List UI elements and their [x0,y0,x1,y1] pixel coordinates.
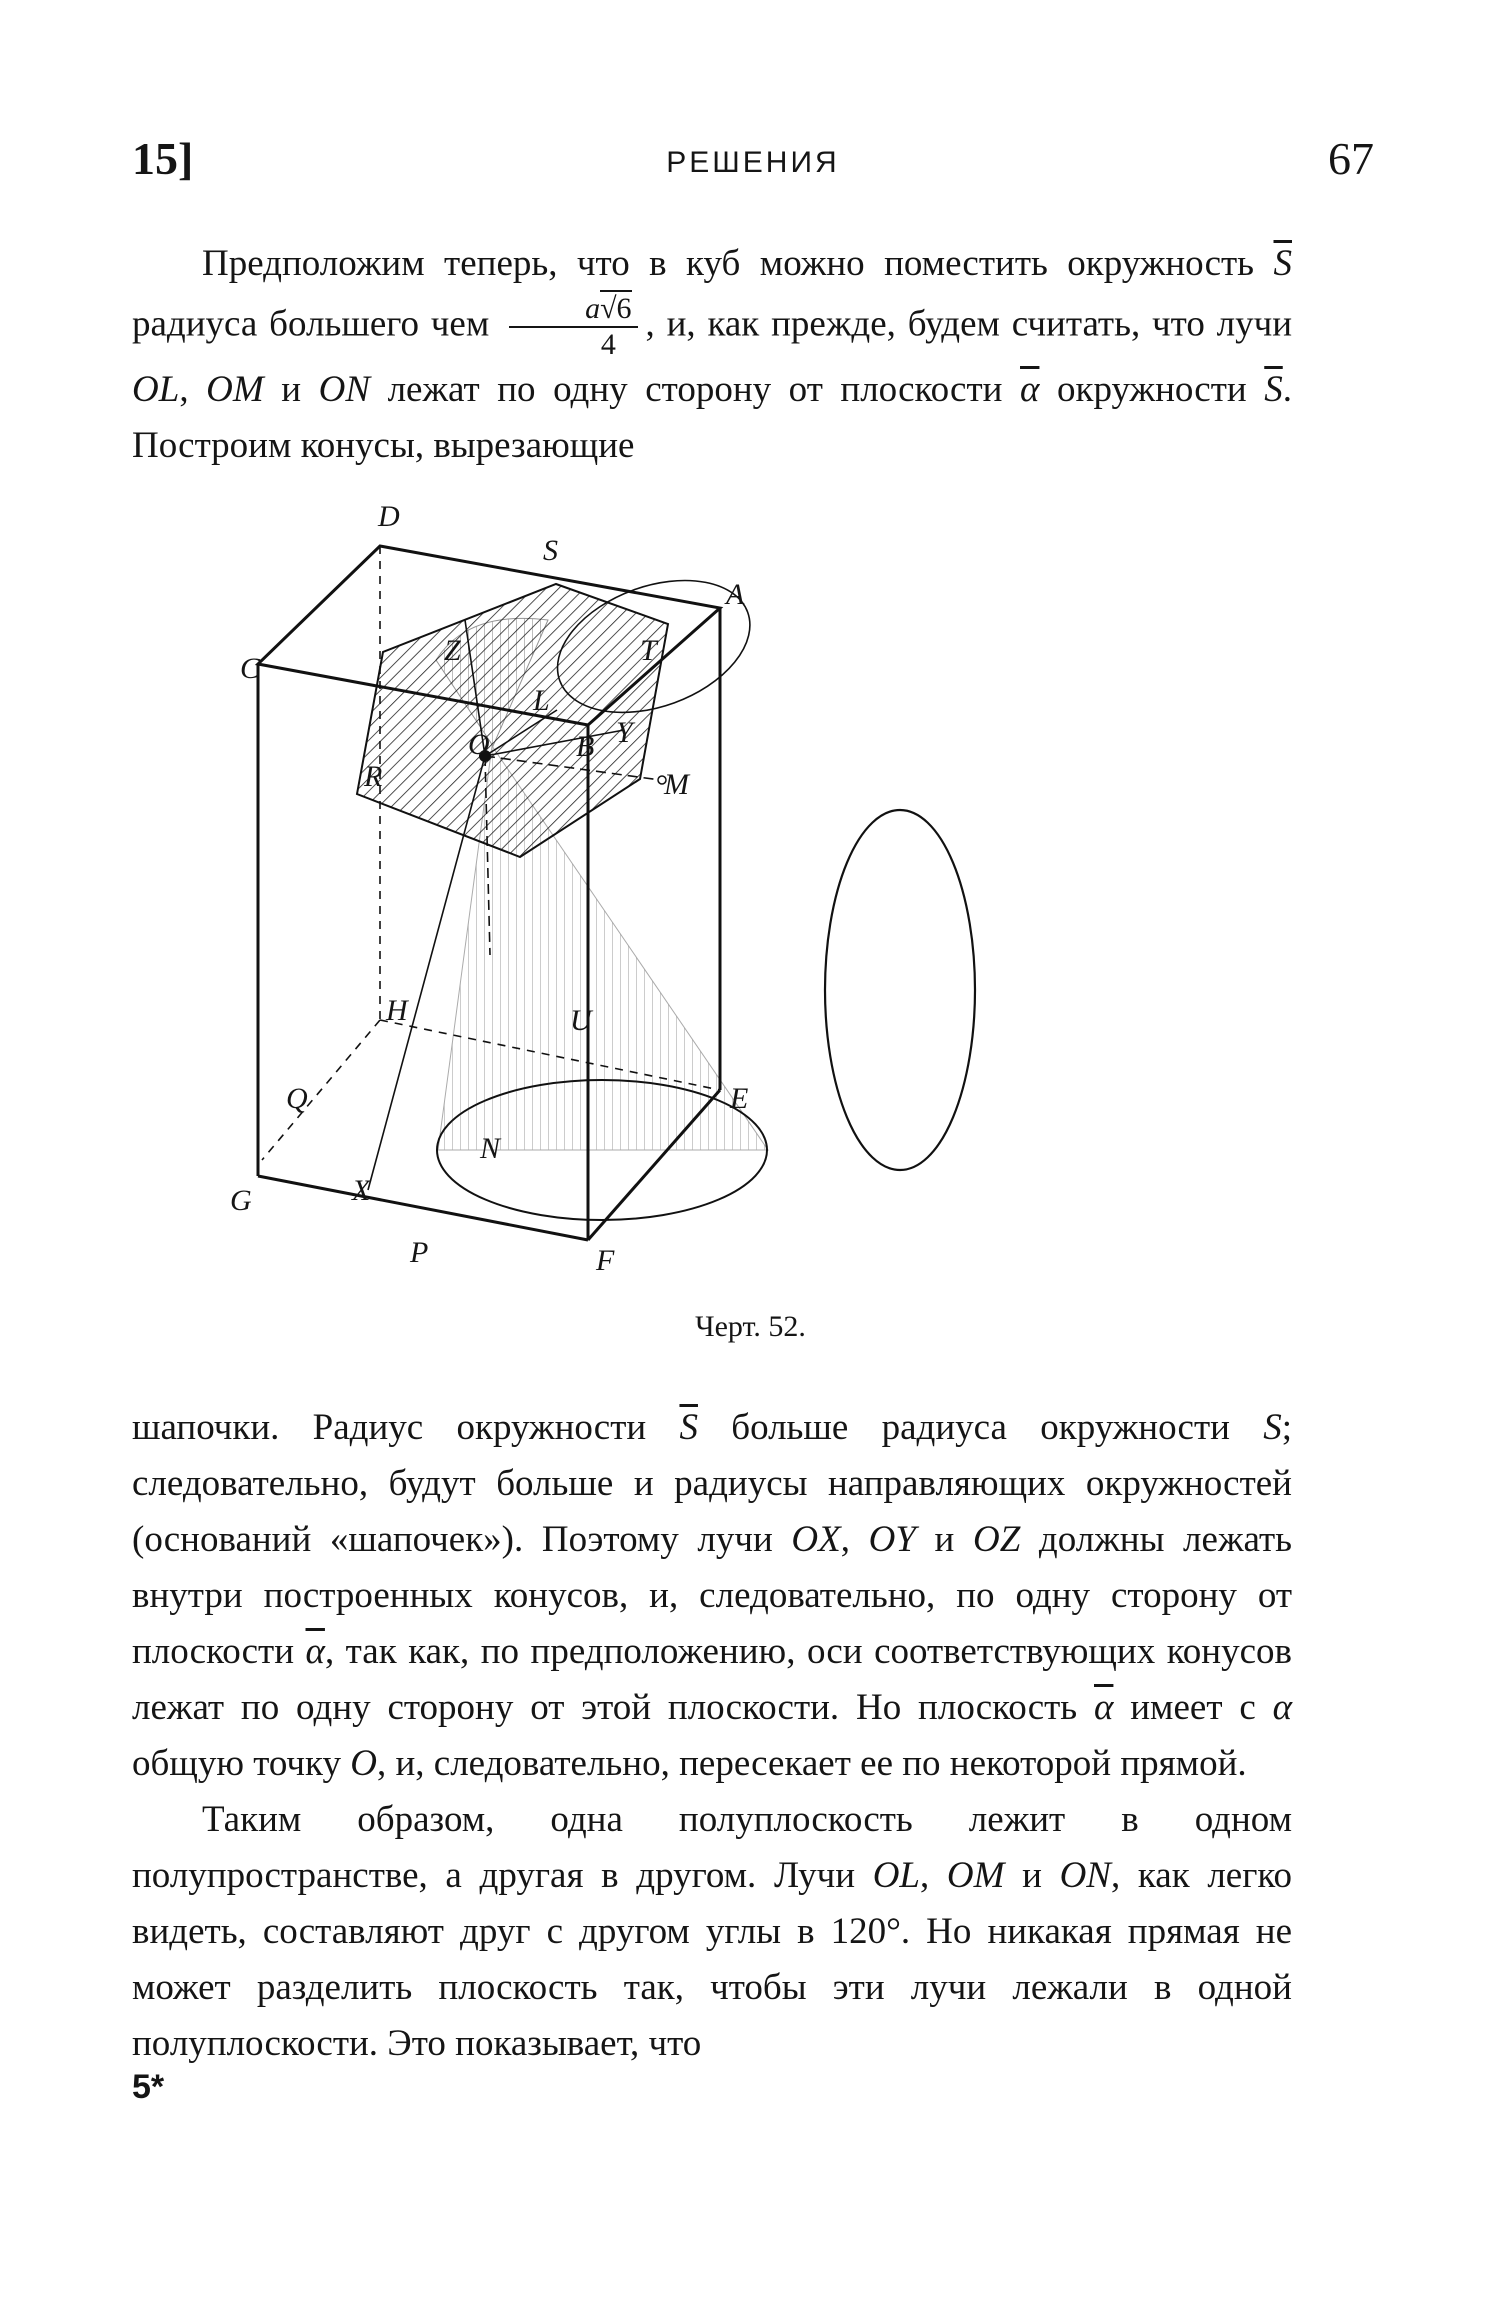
label-a: A [726,578,745,611]
ray-ox: OX [791,1519,841,1560]
ray-oz: OZ [972,1519,1021,1560]
text-run: окружности [1039,369,1265,410]
label-h: H [386,994,408,1027]
paragraph-intro [132,236,1292,474]
label-g: G [230,1184,252,1217]
text-run: и [1004,1855,1060,1896]
ray-oy: OY [868,1519,916,1560]
point-o-ref: O [350,1743,377,1784]
frac-a: a [585,292,601,325]
text-run: имеет с [1113,1687,1273,1728]
signature-mark: 5* [132,2068,165,2106]
circle-s-bar: $\overline{S}$ [1273,243,1292,284]
text-run: больше радиуса окружности [697,1407,1264,1448]
plane-alpha-bar: $\overline{\alpha}$ [1094,1687,1114,1728]
label-p: P [410,1236,429,1269]
running-title: РЕШЕНИЯ [666,146,840,179]
text-run: , так как, по предположению, оси соответствующих конусов лежат по одну сторону от этой плоскости. Но плоскость [132,1631,1292,1728]
ray-om: OM [946,1855,1005,1896]
label-x: X [352,1174,371,1207]
label-m: M [664,768,689,801]
page-number: 67 [1328,133,1374,184]
label-c: C [240,652,261,685]
label-b: B [576,730,595,763]
text-run: и [915,1519,973,1560]
label-n: N [480,1132,501,1165]
side-cone-base [825,810,975,1170]
edge-hg [262,1020,380,1160]
text-run: , и, следовательно, пересекает ее по некоторой прямой. [376,1743,1247,1784]
text-run: общую точку [132,1743,351,1784]
text-run: , [179,369,207,410]
circle-s-bar: $\overline{S}$ [1264,369,1283,410]
label-t: T [640,634,657,667]
text-run: , и, как прежде, будем считать, что лучи [645,303,1293,345]
plane-alpha-bar: $\overline{\alpha}$ [305,1631,325,1672]
text-run: ; следовательно, будут больше и радиусы направляющих окружностей (оснований «шапочек»). Поэтому лучи [132,1407,1292,1560]
text-run: лежат по одну сторону от плоскости [370,369,1021,410]
frac-root: √6 [600,292,632,325]
text-run: радиуса большего чем [132,303,490,345]
ray-ol: OL [132,369,180,410]
edge-gf [258,1176,588,1240]
cube-diagram [230,500,1100,1300]
text-run: Таким образом, одна полуплоскость лежит в одном полупространстве, а другая в другом. Лучи [132,1799,1292,1896]
section-number: 15] [132,133,194,184]
text-run: шапочки. Радиус окружности [132,1407,680,1448]
figure-caption: Черт. 52. [695,1310,806,1343]
running-header [132,132,1374,192]
circle-s: S [1263,1407,1282,1448]
ray-om: OM [206,369,264,410]
plane-alpha-bar: $\overline{\alpha}$ [1020,369,1040,410]
label-o: O [468,728,490,761]
label-s: S [543,534,558,567]
label-r: R [364,760,383,793]
label-q: Q [286,1082,308,1115]
plane-alpha: α [1272,1687,1292,1728]
ray-on: ON [1059,1855,1111,1896]
text-run: должны лежать внутри построенных конусов, и, следовательно, по одну сторону от плоскости [132,1519,1293,1672]
paragraph-main [132,1400,1292,2072]
text-run: , как легко видеть, составляют друг с другом углы в 120°. Но никакая прямая не может разделить плоскость так, чтобы эти лучи лежали в одной полуплоскости. Это показывает, что [132,1855,1292,2064]
text-run: . Построим конусы, вырезающие [132,369,1292,466]
fraction [509,292,637,362]
text-run: , [920,1855,947,1896]
ray-on: ON [318,369,371,410]
text-run: , [840,1519,869,1560]
label-f: F [596,1244,615,1277]
label-y: Y [616,716,633,749]
text-run: и [263,369,319,410]
label-z: Z [444,634,461,667]
label-d: D [378,500,400,533]
frac-den: 4 [600,328,616,361]
label-l: L [533,684,550,717]
circle-s-bar: $\overline{S}$ [679,1407,698,1448]
label-u: U [570,1004,592,1037]
label-e: E [730,1082,749,1115]
text-run: Предположим теперь, что в куб можно поместить окружность [202,243,1274,284]
ray-ol: OL [872,1855,920,1896]
